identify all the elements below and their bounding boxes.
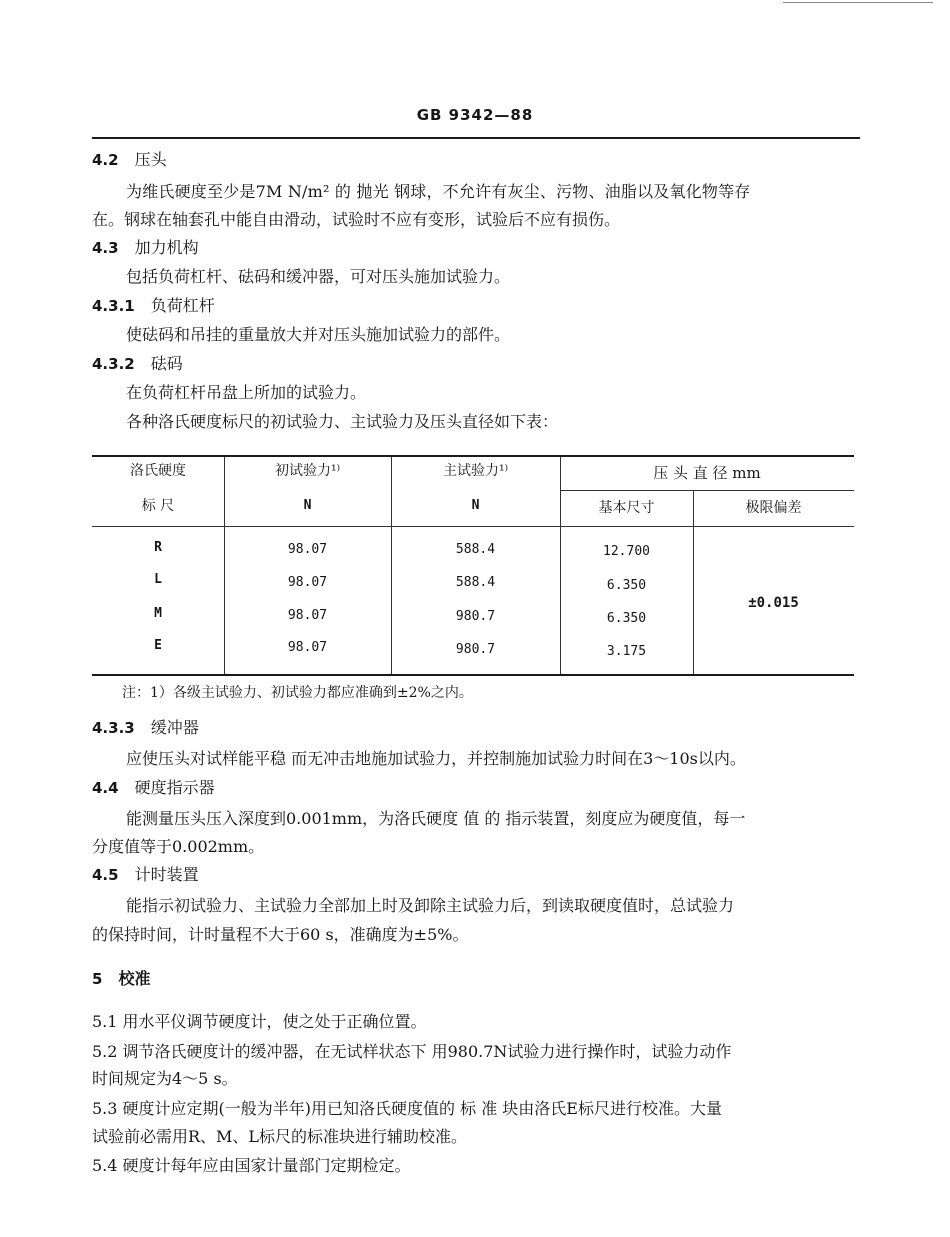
- cell-scale: L: [154, 572, 162, 587]
- cell-main-force: 980.7: [455, 609, 496, 624]
- cell-initial-force: 98.07: [287, 575, 328, 590]
- cell-diameter: 6.350: [606, 611, 647, 626]
- table-bottom-rule: [92, 674, 854, 676]
- section-4-4-heading: 4.4 硬度指示器: [92, 778, 215, 797]
- section-4-3-1-heading: 4.3.1 负荷杠杆: [92, 296, 215, 315]
- cell-tolerance: ±0.015: [748, 595, 799, 611]
- paragraph: 使砝码和吊挂的重量放大并对压头施加试验力的部件。: [126, 325, 511, 344]
- paragraph: 5.2 调节洛氏硬度计的缓冲器，在无试样状态下 用980.7N试验力进行操作时，试验力动作: [92, 1042, 732, 1061]
- header-initial-force-unit: N: [303, 498, 312, 513]
- cell-diameter: 3.175: [606, 644, 647, 659]
- table-subheader-rule: [560, 490, 854, 491]
- paragraph: 包括负荷杠杆、砝码和缓冲器，可对压头施加试验力。: [126, 267, 511, 286]
- header-rule: [92, 137, 860, 139]
- header-main-force-unit: N: [471, 498, 480, 513]
- paragraph: 分度值等于0.002mm。: [92, 837, 265, 856]
- paragraph: 在。钢球在轴套孔中能自由滑动，试验时不应有变形，试验后不应有损伤。: [92, 210, 621, 229]
- paragraph: 5.3 硬度计应定期(一般为半年)用已知洛氏硬度值的 标 准 块由洛氏E标尺进行校准。大量: [92, 1099, 722, 1118]
- paragraph: 应使压头对试样能平稳 而无冲击地施加试验力，并控制施加试验力时间在3～10s以内。: [126, 749, 746, 768]
- paragraph: 各种洛氏硬度标尺的初试验力、主试验力及压头直径如下表：: [126, 412, 559, 431]
- header-tolerance: 极限偏差: [745, 500, 802, 516]
- section-4-3-2-heading: 4.3.2 砝码: [92, 354, 183, 373]
- cell-scale: E: [154, 638, 162, 653]
- section-4-3-heading: 4.3 加力机构: [92, 238, 199, 257]
- cell-diameter: 6.350: [606, 578, 647, 593]
- cell-main-force: 588.4: [455, 542, 496, 557]
- paragraph: 5.4 硬度计每年应由国家计量部门定期检定。: [92, 1156, 411, 1175]
- header-nominal-size: 基本尺寸: [598, 500, 655, 516]
- table-header-rule: [92, 526, 854, 527]
- paragraph: 的保持时间，计时量程不大于60 s，准确度为±5%。: [92, 925, 469, 944]
- paragraph: 在负荷杠杆吊盘上所加的试验力。: [126, 383, 367, 402]
- table-footnote: 注：1）各级主试验力、初试验力都应准确到±2%之内。: [122, 685, 473, 701]
- cell-scale: M: [154, 606, 162, 621]
- header-main-force: 主试验力¹⁾: [442, 463, 509, 479]
- top-edge-rule: [783, 2, 933, 3]
- paragraph: 时间规定为4～5 s。: [92, 1069, 238, 1088]
- header-scale-2: 标 尺: [141, 498, 175, 514]
- paragraph: 为维氏硬度至少是7M N/m² 的 抛光 钢球，不允许有灰尘、污物、油脂以及氧化物等存: [126, 182, 751, 201]
- cell-initial-force: 98.07: [287, 608, 328, 623]
- header-initial-force: 初试验力¹⁾: [274, 463, 341, 479]
- cell-main-force: 588.4: [455, 575, 496, 590]
- paragraph: 能测量压头压入深度到0.001mm，为洛氏硬度 值 的 指示装置，刻度应为硬度值，每一: [126, 809, 746, 828]
- cell-initial-force: 98.07: [287, 640, 328, 655]
- cell-diameter: 12.700: [603, 544, 650, 559]
- paragraph: 5.1 用水平仪调节硬度计，使之处于正确位置。: [92, 1012, 427, 1031]
- cell-scale: R: [154, 540, 162, 555]
- section-5-heading: 5 校准: [92, 969, 151, 988]
- section-4-2-heading: 4.2 压头: [92, 150, 167, 169]
- paragraph: 能指示初试验力、主试验力全部加上时及卸除主试验力后，到读取硬度值时，总试验力: [126, 896, 735, 915]
- section-4-5-heading: 4.5 计时装置: [92, 865, 199, 884]
- paragraph: 试验前必需用R、M、L标尺的标准块进行辅助校准。: [92, 1127, 468, 1146]
- section-4-3-3-heading: 4.3.3 缓冲器: [92, 718, 199, 737]
- cell-main-force: 980.7: [455, 642, 496, 657]
- table-top-rule: [92, 455, 854, 457]
- header-scale: 洛氏硬度: [130, 463, 186, 479]
- cell-initial-force: 98.07: [287, 542, 328, 557]
- header-indenter-diameter: 压 头 直 径 mm: [653, 464, 761, 482]
- standard-number: GB 9342—88: [416, 106, 534, 124]
